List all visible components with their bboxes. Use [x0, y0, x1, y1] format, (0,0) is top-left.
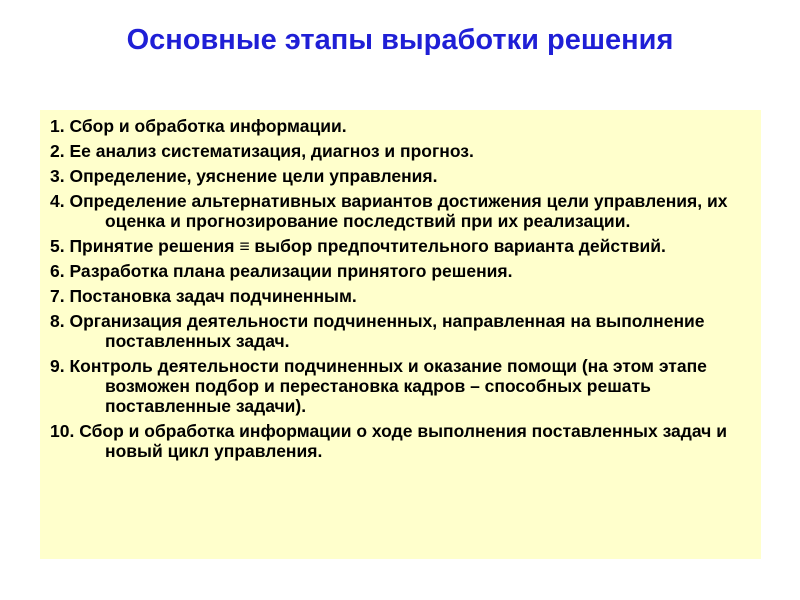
step-item-2: 2. Ее анализ систематизация, диагноз и прогноз. — [50, 141, 474, 161]
steps-panel — [40, 110, 761, 559]
step-item-8: 8. Организация деятельности подчиненных, направленная на выполнение поставленных задач. — [50, 311, 705, 351]
step-item-10: 10. Сбор и обработка информации о ходе выполнения поставленных задач и новый цикл управления. — [50, 421, 727, 461]
slide-title: Основные этапы выработки решения — [126, 24, 674, 56]
step-item-4: 4. Определение альтернативных вариантов достижения цели управления, их оценка и прогнозирование последствий при их реализации. — [50, 191, 728, 231]
step-item-6: 6. Разработка плана реализации принятого решения. — [50, 261, 513, 281]
step-item-5: 5. Принятие решения ≡ выбор предпочтительного варианта действий. — [50, 236, 666, 256]
step-item-3: 3. Определение, уяснение цели управления. — [50, 166, 438, 186]
step-item-1: 1. Сбор и обработка информации. — [50, 116, 347, 136]
steps-list — [50, 116, 751, 461]
step-item-7: 7. Постановка задач подчиненным. — [50, 286, 357, 306]
step-item-9: 9. Контроль деятельности подчиненных и оказание помощи (на этом этапе возможен подбор и перестановка кадров – способных решать поставленные задачи). — [50, 356, 707, 416]
